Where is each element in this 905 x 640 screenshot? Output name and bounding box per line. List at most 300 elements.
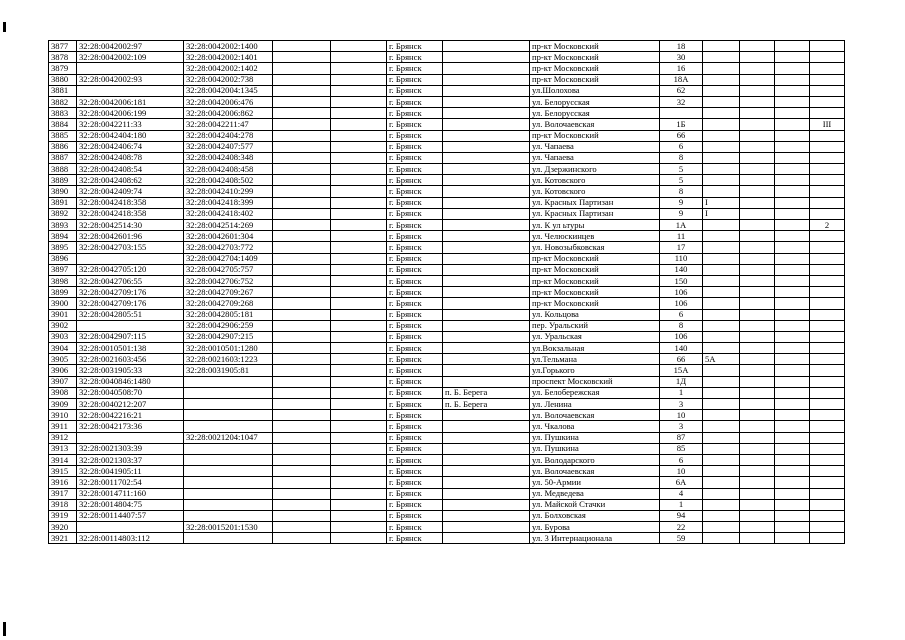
cadastral-number-land: 32:28:0042408:78 <box>77 152 184 163</box>
extra-cell <box>810 175 845 186</box>
house-cell: 18А <box>660 74 703 85</box>
corpus-cell <box>740 365 775 376</box>
street-cell: ул. Ленина <box>530 399 660 410</box>
flat-cell <box>775 376 810 387</box>
extra-cell <box>810 85 845 96</box>
extra-cell <box>810 197 845 208</box>
flat-cell <box>775 510 810 521</box>
street-cell: ул. Пушкина <box>530 443 660 454</box>
corpus-cell <box>740 488 775 499</box>
street-cell: пр-кт Московский <box>530 41 660 52</box>
city-cell: г. Брянск <box>387 454 443 465</box>
extra-cell <box>810 365 845 376</box>
row-number: 3899 <box>49 287 77 298</box>
flat-cell <box>775 220 810 231</box>
building-cell <box>703 331 740 342</box>
street-cell: ул. Волочаевская <box>530 466 660 477</box>
cadastral-number-object <box>184 399 273 410</box>
cadastral-number-object: 32:28:0021603:1223 <box>184 354 273 365</box>
street-cell: ул. Волочаевская <box>530 119 660 130</box>
building-cell: I <box>703 197 740 208</box>
corpus-cell <box>740 309 775 320</box>
blank-cell <box>331 186 387 197</box>
street-cell: ул. Красных Партизан <box>530 208 660 219</box>
cadastral-number-land: 32:28:0041905:11 <box>77 466 184 477</box>
house-cell: 3 <box>660 399 703 410</box>
table-row <box>49 141 845 152</box>
building-cell: I <box>703 208 740 219</box>
extra-cell <box>810 264 845 275</box>
table-row <box>49 264 845 275</box>
building-cell <box>703 152 740 163</box>
cadastral-number-object: 32:28:0042601:304 <box>184 231 273 242</box>
blank-cell <box>331 410 387 421</box>
street-cell: ул. 3 Интернационала <box>530 533 660 544</box>
blank-cell <box>273 533 331 544</box>
blank-cell <box>331 376 387 387</box>
extra-cell <box>810 41 845 52</box>
row-number: 3906 <box>49 365 77 376</box>
city-cell: г. Брянск <box>387 399 443 410</box>
street-cell: ул. Чапаева <box>530 152 660 163</box>
cadastral-number-object <box>184 410 273 421</box>
street-cell: ул.Вокзальная <box>530 343 660 354</box>
table-row <box>49 63 845 74</box>
table-row <box>49 320 845 331</box>
corpus-cell <box>740 175 775 186</box>
settlement-cell <box>443 365 530 376</box>
extra-cell: 2 <box>810 220 845 231</box>
table-row <box>49 74 845 85</box>
settlement-cell <box>443 119 530 130</box>
house-cell: 5 <box>660 175 703 186</box>
city-cell: г. Брянск <box>387 264 443 275</box>
extra-cell <box>810 399 845 410</box>
cadastral-number-object: 32:28:0015201:1530 <box>184 522 273 533</box>
city-cell: г. Брянск <box>387 186 443 197</box>
extra-cell <box>810 466 845 477</box>
row-number: 3898 <box>49 275 77 286</box>
row-number: 3921 <box>49 533 77 544</box>
blank-cell <box>331 141 387 152</box>
blank-cell <box>331 365 387 376</box>
house-cell: 18 <box>660 41 703 52</box>
extra-cell <box>810 522 845 533</box>
flat-cell <box>775 141 810 152</box>
row-number: 3894 <box>49 231 77 242</box>
row-number: 3904 <box>49 343 77 354</box>
corpus-cell <box>740 522 775 533</box>
settlement-cell <box>443 466 530 477</box>
settlement-cell <box>443 275 530 286</box>
extra-cell <box>810 108 845 119</box>
building-cell <box>703 410 740 421</box>
table-row <box>49 253 845 264</box>
blank-cell <box>273 432 331 443</box>
cadastral-number-object: 32:28:0042410:299 <box>184 186 273 197</box>
blank-cell <box>331 275 387 286</box>
street-cell: ул. Пушкина <box>530 432 660 443</box>
house-cell: 85 <box>660 443 703 454</box>
city-cell: г. Брянск <box>387 96 443 107</box>
extra-cell: III <box>810 119 845 130</box>
settlement-cell <box>443 231 530 242</box>
extra-cell <box>810 477 845 488</box>
table-row <box>49 432 845 443</box>
city-cell: г. Брянск <box>387 432 443 443</box>
blank-cell <box>273 242 331 253</box>
house-cell: 6 <box>660 309 703 320</box>
settlement-cell <box>443 41 530 52</box>
blank-cell <box>331 421 387 432</box>
city-cell: г. Брянск <box>387 220 443 231</box>
corpus-cell <box>740 410 775 421</box>
blank-cell <box>331 533 387 544</box>
blank-cell <box>273 376 331 387</box>
street-cell: ул. 50-Армии <box>530 477 660 488</box>
row-number: 3884 <box>49 119 77 130</box>
blank-cell <box>331 309 387 320</box>
row-number: 3886 <box>49 141 77 152</box>
building-cell <box>703 466 740 477</box>
settlement-cell <box>443 197 530 208</box>
corpus-cell <box>740 354 775 365</box>
cadastral-number-land: 32:28:0042002:93 <box>77 74 184 85</box>
row-number: 3878 <box>49 52 77 63</box>
flat-cell <box>775 522 810 533</box>
street-cell: пр-кт Московский <box>530 74 660 85</box>
street-cell: пр-кт Московский <box>530 63 660 74</box>
cadastral-number-land: 32:28:0042406:74 <box>77 141 184 152</box>
flat-cell <box>775 197 810 208</box>
house-cell: 10 <box>660 410 703 421</box>
blank-cell <box>273 85 331 96</box>
row-number: 3920 <box>49 522 77 533</box>
cadastral-number-land: 32:28:0042006:181 <box>77 96 184 107</box>
blank-cell <box>273 231 331 242</box>
row-number: 3900 <box>49 298 77 309</box>
house-cell: 140 <box>660 264 703 275</box>
blank-cell <box>331 242 387 253</box>
table-row <box>49 376 845 387</box>
cadastral-number-object: 32:28:0042705:757 <box>184 264 273 275</box>
house-cell: 15А <box>660 365 703 376</box>
blank-cell <box>331 499 387 510</box>
extra-cell <box>810 74 845 85</box>
city-cell: г. Брянск <box>387 320 443 331</box>
street-cell: ул. Чапаева <box>530 141 660 152</box>
table-row <box>49 522 845 533</box>
settlement-cell <box>443 320 530 331</box>
street-cell: проспект Московский <box>530 376 660 387</box>
blank-cell <box>273 220 331 231</box>
street-cell: пр-кт Московский <box>530 275 660 286</box>
flat-cell <box>775 533 810 544</box>
blank-cell <box>331 387 387 398</box>
flat-cell <box>775 309 810 320</box>
cadastral-number-land: 32:28:0042907:115 <box>77 331 184 342</box>
cadastral-number-object: 32:28:0042004:1345 <box>184 85 273 96</box>
row-number: 3888 <box>49 164 77 175</box>
corpus-cell <box>740 119 775 130</box>
flat-cell <box>775 108 810 119</box>
building-cell <box>703 343 740 354</box>
table-row <box>49 208 845 219</box>
city-cell: г. Брянск <box>387 477 443 488</box>
blank-cell <box>273 119 331 130</box>
extra-cell <box>810 242 845 253</box>
house-cell: 1А <box>660 220 703 231</box>
street-cell: ул. Красных Партизан <box>530 197 660 208</box>
row-number: 3915 <box>49 466 77 477</box>
house-cell: 59 <box>660 533 703 544</box>
row-number: 3887 <box>49 152 77 163</box>
row-number: 3901 <box>49 309 77 320</box>
extra-cell <box>810 96 845 107</box>
city-cell: г. Брянск <box>387 275 443 286</box>
city-cell: г. Брянск <box>387 533 443 544</box>
cadastral-number-object <box>184 510 273 521</box>
cadastral-number-object: 32:28:0042408:502 <box>184 175 273 186</box>
corpus-cell <box>740 208 775 219</box>
city-cell: г. Брянск <box>387 376 443 387</box>
corpus-cell <box>740 432 775 443</box>
flat-cell <box>775 354 810 365</box>
city-cell: г. Брянск <box>387 522 443 533</box>
extra-cell <box>810 320 845 331</box>
flat-cell <box>775 253 810 264</box>
row-number: 3883 <box>49 108 77 119</box>
blank-cell <box>273 387 331 398</box>
table-row <box>49 85 845 96</box>
cadastral-number-object <box>184 533 273 544</box>
city-cell: г. Брянск <box>387 74 443 85</box>
building-cell <box>703 533 740 544</box>
corpus-cell <box>740 510 775 521</box>
flat-cell <box>775 119 810 130</box>
flat-cell <box>775 63 810 74</box>
cadastral-number-land: 32:28:0042709:176 <box>77 287 184 298</box>
street-cell: пр-кт Московский <box>530 298 660 309</box>
cadastral-number-land: 32:28:00114803:112 <box>77 533 184 544</box>
flat-cell <box>775 454 810 465</box>
settlement-cell <box>443 499 530 510</box>
house-cell: 8 <box>660 186 703 197</box>
house-cell: 62 <box>660 85 703 96</box>
corpus-cell <box>740 264 775 275</box>
row-number: 3909 <box>49 399 77 410</box>
building-cell <box>703 510 740 521</box>
city-cell: г. Брянск <box>387 41 443 52</box>
cadastral-number-object: 32:28:0042514:269 <box>184 220 273 231</box>
flat-cell <box>775 41 810 52</box>
corpus-cell <box>740 387 775 398</box>
blank-cell <box>331 454 387 465</box>
cadastral-number-object: 32:28:0042211:47 <box>184 119 273 130</box>
building-cell <box>703 399 740 410</box>
cadastral-number-land <box>77 320 184 331</box>
extra-cell <box>810 499 845 510</box>
street-cell: пр-кт Московский <box>530 287 660 298</box>
cadastral-number-land: 32:28:0042002:109 <box>77 52 184 63</box>
city-cell: г. Брянск <box>387 387 443 398</box>
blank-cell <box>331 399 387 410</box>
building-cell <box>703 320 740 331</box>
corpus-cell <box>740 152 775 163</box>
blank-cell <box>331 175 387 186</box>
house-cell: 66 <box>660 130 703 141</box>
building-cell <box>703 309 740 320</box>
settlement-cell <box>443 421 530 432</box>
table-row <box>49 119 845 130</box>
house-cell: 1Б <box>660 119 703 130</box>
building-cell <box>703 421 740 432</box>
blank-cell <box>273 510 331 521</box>
street-cell: ул. Бурова <box>530 522 660 533</box>
house-cell: 11 <box>660 231 703 242</box>
corpus-cell <box>740 331 775 342</box>
building-cell <box>703 454 740 465</box>
building-cell <box>703 41 740 52</box>
row-number: 3895 <box>49 242 77 253</box>
row-number: 3881 <box>49 85 77 96</box>
city-cell: г. Брянск <box>387 365 443 376</box>
building-cell <box>703 130 740 141</box>
street-cell: пр-кт Московский <box>530 253 660 264</box>
cadastral-number-land: 32:28:0011702:54 <box>77 477 184 488</box>
table-row <box>49 164 845 175</box>
extra-cell <box>810 164 845 175</box>
extra-cell <box>810 343 845 354</box>
blank-cell <box>331 443 387 454</box>
table-row <box>49 466 845 477</box>
flat-cell <box>775 52 810 63</box>
blank-cell <box>273 287 331 298</box>
cadastral-number-object: 32:28:0042706:752 <box>184 275 273 286</box>
extra-cell <box>810 130 845 141</box>
cadastral-number-object <box>184 499 273 510</box>
row-number: 3879 <box>49 63 77 74</box>
cadastral-number-land: 32:28:0042006:199 <box>77 108 184 119</box>
table-row <box>49 387 845 398</box>
house-cell: 10 <box>660 466 703 477</box>
cadastral-number-land: 32:28:0042601:96 <box>77 231 184 242</box>
corpus-cell <box>740 197 775 208</box>
flat-cell <box>775 287 810 298</box>
blank-cell <box>331 164 387 175</box>
cadastral-number-land: 32:28:0021603:456 <box>77 354 184 365</box>
extra-cell <box>810 63 845 74</box>
cadastral-number-land: 32:28:0042514:30 <box>77 220 184 231</box>
street-cell: ул. Майской Стачки <box>530 499 660 510</box>
building-cell <box>703 499 740 510</box>
house-cell: 8 <box>660 320 703 331</box>
building-cell <box>703 298 740 309</box>
house-cell: 32 <box>660 96 703 107</box>
blank-cell <box>273 141 331 152</box>
street-cell: ул.Тельмана <box>530 354 660 365</box>
cadastral-number-object <box>184 443 273 454</box>
building-cell <box>703 231 740 242</box>
cadastral-number-land: 32:28:0021303:39 <box>77 443 184 454</box>
extra-cell <box>810 231 845 242</box>
cadastral-number-land: 32:28:0042216:21 <box>77 410 184 421</box>
flat-cell <box>775 421 810 432</box>
settlement-cell <box>443 141 530 152</box>
settlement-cell <box>443 108 530 119</box>
building-cell <box>703 376 740 387</box>
cadastral-number-object <box>184 387 273 398</box>
city-cell: г. Брянск <box>387 130 443 141</box>
settlement-cell <box>443 533 530 544</box>
flat-cell <box>775 399 810 410</box>
corpus-cell <box>740 477 775 488</box>
city-cell: г. Брянск <box>387 287 443 298</box>
house-cell: 6 <box>660 141 703 152</box>
table-row <box>49 197 845 208</box>
settlement-cell <box>443 242 530 253</box>
corpus-cell <box>740 320 775 331</box>
cadastral-number-land: 32:28:0042404:180 <box>77 130 184 141</box>
flat-cell <box>775 264 810 275</box>
blank-cell <box>331 510 387 521</box>
settlement-cell <box>443 488 530 499</box>
building-cell <box>703 264 740 275</box>
blank-cell <box>331 108 387 119</box>
building-cell <box>703 365 740 376</box>
table-row <box>49 186 845 197</box>
blank-cell <box>273 499 331 510</box>
street-cell: ул. Котовского <box>530 175 660 186</box>
blank-cell <box>273 477 331 488</box>
corpus-cell <box>740 52 775 63</box>
cadastral-number-land: 32:28:0042002:97 <box>77 41 184 52</box>
extra-cell <box>810 287 845 298</box>
table-row <box>49 298 845 309</box>
row-number: 3916 <box>49 477 77 488</box>
cadastral-number-land <box>77 85 184 96</box>
extra-cell <box>810 309 845 320</box>
corpus-cell <box>740 443 775 454</box>
settlement-cell <box>443 253 530 264</box>
building-cell <box>703 477 740 488</box>
blank-cell <box>273 130 331 141</box>
city-cell: г. Брянск <box>387 208 443 219</box>
corpus-cell <box>740 399 775 410</box>
blank-cell <box>273 74 331 85</box>
flat-cell <box>775 477 810 488</box>
corpus-cell <box>740 376 775 387</box>
row-number: 3896 <box>49 253 77 264</box>
cadastral-number-object <box>184 421 273 432</box>
street-cell: ул. Новозыбковская <box>530 242 660 253</box>
building-cell <box>703 141 740 152</box>
settlement-cell <box>443 477 530 488</box>
city-cell: г. Брянск <box>387 421 443 432</box>
blank-cell <box>331 85 387 96</box>
cadastral-number-land: 32:28:0042409:74 <box>77 186 184 197</box>
blank-cell <box>331 320 387 331</box>
building-cell <box>703 108 740 119</box>
building-cell <box>703 522 740 533</box>
row-number: 3910 <box>49 410 77 421</box>
flat-cell <box>775 130 810 141</box>
city-cell: г. Брянск <box>387 466 443 477</box>
flat-cell <box>775 242 810 253</box>
street-cell: ул. К ул ьтуры <box>530 220 660 231</box>
house-cell: 1 <box>660 387 703 398</box>
cadastral-number-object: 32:28:0042703:772 <box>184 242 273 253</box>
